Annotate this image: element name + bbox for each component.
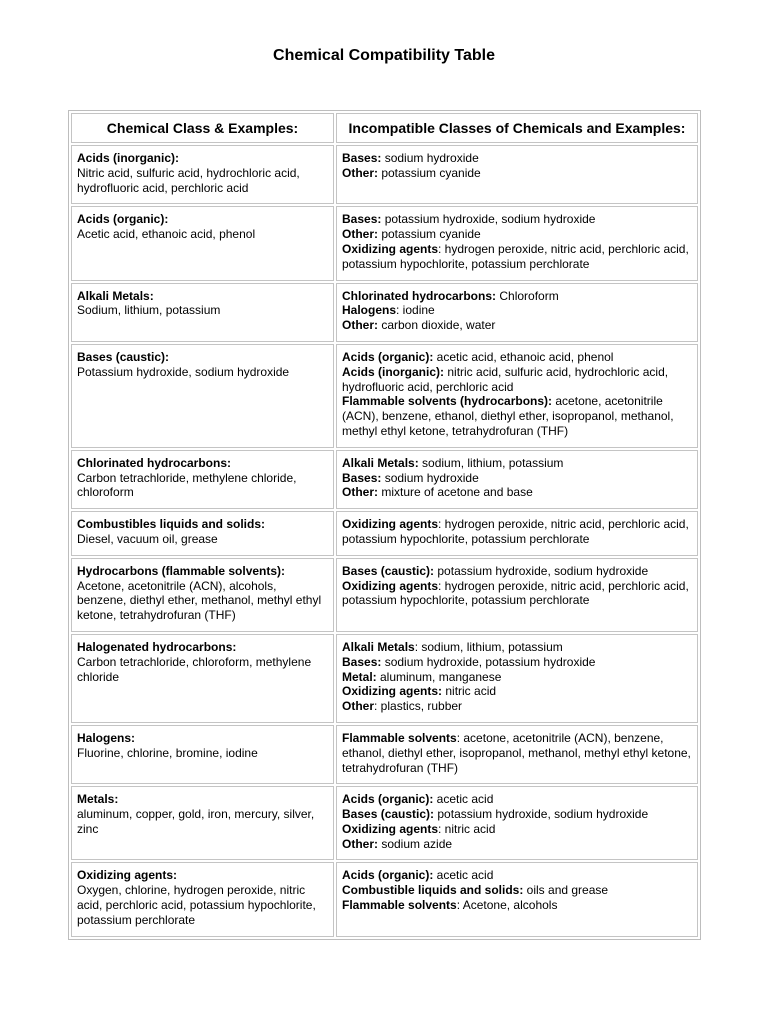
incompatible-label: Oxidizing agents xyxy=(342,241,439,256)
incompatible-text: : hydrogen peroxide, nitric acid, perchloric acid, potassium hypochlorite, potassium perchlorate xyxy=(342,241,689,271)
header-incompatible-classes: Incompatible Classes of Chemicals and Examples: xyxy=(336,113,698,143)
incompatible-label: Oxidizing agents xyxy=(342,517,439,532)
chemical-class-name: Alkali Metals: xyxy=(77,288,154,303)
chemical-class-examples: Sodium, lithium, potassium xyxy=(77,303,221,318)
incompatible-entry xyxy=(342,564,692,579)
incompatible-label: Bases: xyxy=(342,654,382,669)
incompatible-text: Chloroform xyxy=(496,288,559,303)
incompatible-label: Combustible liquids and solids: xyxy=(342,883,524,898)
incompatible-label: Acids (organic): xyxy=(342,792,434,807)
incompatible-entry xyxy=(342,303,692,318)
incompatible-entry xyxy=(342,471,692,486)
incompatible-cell xyxy=(336,511,698,556)
incompatible-text: potassium hydroxide, sodium hydroxide xyxy=(434,563,649,578)
incompatible-entry xyxy=(342,640,692,655)
incompatible-label: Other: xyxy=(342,318,378,333)
incompatible-cell xyxy=(336,558,698,632)
chemical-class-cell xyxy=(71,862,334,936)
incompatible-label: Acids (organic): xyxy=(342,349,434,364)
incompatible-text: potassium hydroxide, sodium hydroxide xyxy=(381,212,596,227)
incompatible-entry xyxy=(342,350,692,365)
incompatible-text: : plastics, rubber xyxy=(374,699,463,714)
chemical-class-cell xyxy=(71,145,334,204)
incompatible-label: Acids (organic): xyxy=(342,868,434,883)
table-row xyxy=(71,450,698,509)
header-chemical-class: Chemical Class & Examples: xyxy=(71,113,334,143)
incompatible-label: Bases: xyxy=(342,151,382,165)
chemical-class-cell xyxy=(71,634,334,723)
chemical-class-cell xyxy=(71,344,334,448)
incompatible-entry xyxy=(342,456,692,471)
incompatible-label: Chlorinated hydrocarbons: xyxy=(342,288,497,303)
incompatible-text: : hydrogen peroxide, nitric acid, perchloric acid, potassium hypochlorite, potassium perchlorate xyxy=(342,578,689,608)
chemical-class-cell xyxy=(71,786,334,860)
chemical-class-name: Chlorinated hydrocarbons: xyxy=(77,455,232,470)
incompatible-label: Bases (caustic): xyxy=(342,563,435,578)
chemical-class-name: Halogenated hydrocarbons: xyxy=(77,639,237,654)
chemical-class-examples: Carbon tetrachloride, methylene chloride, chloroform xyxy=(77,470,297,500)
incompatible-label: Flammable solvents xyxy=(342,898,457,913)
table-row xyxy=(71,725,698,784)
incompatible-label: Oxidizing agents xyxy=(342,821,439,836)
incompatible-label: Oxidizing agents: xyxy=(342,684,443,699)
incompatible-text: carbon dioxide, water xyxy=(378,318,496,333)
incompatible-cell xyxy=(336,206,698,280)
incompatible-entry xyxy=(342,655,692,670)
chemical-class-cell xyxy=(71,450,334,509)
incompatible-text: acetone, acetonitrile (ACN), benzene, ethanol, diethyl ether, isopropanol, methanol, methyl ethyl ketone, tetrahydrofuran (THF) xyxy=(342,394,674,438)
incompatible-entry xyxy=(342,898,692,913)
incompatible-text: : Acetone, alcohols xyxy=(456,898,558,913)
incompatible-entry xyxy=(342,579,692,609)
incompatible-entry xyxy=(342,166,692,181)
incompatible-entry xyxy=(342,517,692,547)
incompatible-label: Flammable solvents (hydrocarbons): xyxy=(342,394,553,409)
compatibility-table xyxy=(68,110,701,940)
table-row xyxy=(71,634,698,723)
chemical-class-examples: Diesel, vacuum oil, grease xyxy=(77,531,218,546)
incompatible-label: Other: xyxy=(342,165,378,180)
chemical-class-cell xyxy=(71,511,334,556)
incompatible-entry xyxy=(342,684,692,699)
incompatible-text: acetic acid, ethanoic acid, phenol xyxy=(433,349,614,364)
chemical-class-examples: Oxygen, chlorine, hydrogen peroxide, nitric acid, perchloric acid, potassium hypochlorite, potassium perchlorate xyxy=(77,883,316,927)
incompatible-entry xyxy=(342,731,692,775)
incompatible-entry xyxy=(342,212,692,227)
chemical-class-examples: Potassium hydroxide, sodium hydroxide xyxy=(77,364,290,379)
incompatible-cell xyxy=(336,450,698,509)
incompatible-entry xyxy=(342,670,692,685)
incompatible-entry xyxy=(342,868,692,883)
chemical-class-name: Bases (caustic): xyxy=(77,349,170,364)
incompatible-cell xyxy=(336,145,698,204)
incompatible-text: sodium hydroxide xyxy=(381,151,479,165)
incompatible-label: Metal: xyxy=(342,669,377,684)
chemical-class-name: Oxidizing agents: xyxy=(77,868,178,883)
chemical-class-cell xyxy=(71,725,334,784)
incompatible-text: oils and grease xyxy=(523,883,609,898)
incompatible-label: Alkali Metals xyxy=(342,639,415,654)
chemical-class-examples: Carbon tetrachloride, chloroform, methylene chloride xyxy=(77,654,312,684)
incompatible-text: nitric acid, sulfuric acid, hydrochloric acid, hydrofluoric acid, perchloric acid xyxy=(342,364,669,394)
chemical-class-examples: aluminum, copper, gold, iron, mercury, silver, zinc xyxy=(77,807,315,836)
incompatible-text: aluminum, manganese xyxy=(376,669,502,684)
incompatible-entry xyxy=(342,837,692,852)
incompatible-cell xyxy=(336,634,698,723)
incompatible-entry xyxy=(342,242,692,272)
incompatible-label: Alkali Metals: xyxy=(342,455,419,470)
table-header-row xyxy=(71,113,698,143)
chemical-class-name: Acids (organic): xyxy=(77,212,169,227)
incompatible-entry xyxy=(342,394,692,438)
chemical-class-cell xyxy=(71,206,334,280)
incompatible-text: nitric acid xyxy=(442,684,497,699)
table-row xyxy=(71,558,698,632)
incompatible-text: : sodium, lithium, potassium xyxy=(414,639,563,654)
table-row xyxy=(71,862,698,936)
incompatible-text: potassium cyanide xyxy=(378,165,481,180)
incompatible-text: sodium hydroxide xyxy=(381,470,479,485)
incompatible-cell xyxy=(336,283,698,342)
chemical-class-name: Acids (inorganic): xyxy=(77,151,180,165)
incompatible-entry xyxy=(342,822,692,837)
chemical-class-cell xyxy=(71,283,334,342)
incompatible-text: sodium azide xyxy=(378,836,453,851)
incompatible-text: potassium cyanide xyxy=(378,227,481,242)
incompatible-label: Other: xyxy=(342,485,378,500)
chemical-class-examples: Acetone, acetonitrile (ACN), alcohols, benzene, diethyl ether, methanol, methyl ethyl ketone, tetrahydrofuran (THF) xyxy=(77,578,322,623)
incompatible-text: mixture of acetone and base xyxy=(378,485,533,500)
chemical-class-examples: Fluorine, chlorine, bromine, iodine xyxy=(77,745,258,760)
table-row xyxy=(71,786,698,860)
incompatible-label: Other: xyxy=(342,227,378,242)
table-row xyxy=(71,145,698,204)
table-row xyxy=(71,511,698,556)
incompatible-text: acetic acid xyxy=(433,868,494,883)
chemical-class-name: Halogens: xyxy=(77,730,136,745)
incompatible-label: Halogens xyxy=(342,303,397,318)
incompatible-text: acetic acid xyxy=(433,792,494,807)
incompatible-cell xyxy=(336,725,698,784)
incompatible-label: Other xyxy=(342,699,375,714)
chemical-class-name: Combustibles liquids and solids: xyxy=(77,517,266,532)
chemical-class-name: Hydrocarbons (flammable solvents): xyxy=(77,563,286,578)
page-title: Chemical Compatibility Table xyxy=(273,47,495,64)
incompatible-label: Bases: xyxy=(342,212,382,227)
incompatible-text: : hydrogen peroxide, nitric acid, perchloric acid, potassium hypochlorite, potassium perchlorate xyxy=(342,517,689,546)
table-row xyxy=(71,344,698,448)
incompatible-text: sodium hydroxide, potassium hydroxide xyxy=(381,654,596,669)
incompatible-entry xyxy=(342,699,692,714)
incompatible-label: Bases (caustic): xyxy=(342,807,435,822)
incompatible-entry xyxy=(342,485,692,500)
incompatible-label: Bases: xyxy=(342,470,382,485)
incompatible-entry xyxy=(342,365,692,395)
incompatible-text: sodium, lithium, potassium xyxy=(418,455,564,470)
incompatible-entry xyxy=(342,289,692,304)
chemical-class-examples: Acetic acid, ethanoic acid, phenol xyxy=(77,227,256,242)
incompatible-text: : nitric acid xyxy=(438,821,496,836)
incompatible-cell xyxy=(336,344,698,448)
incompatible-entry xyxy=(342,792,692,807)
incompatible-entry xyxy=(342,807,692,822)
incompatible-entry xyxy=(342,227,692,242)
incompatible-label: Oxidizing agents xyxy=(342,578,439,593)
table-row xyxy=(71,206,698,280)
incompatible-entry xyxy=(342,883,692,898)
incompatible-label: Other: xyxy=(342,836,378,851)
chemical-class-cell xyxy=(71,558,334,632)
incompatible-text: potassium hydroxide, sodium hydroxide xyxy=(434,807,649,822)
chemical-class-examples: Nitric acid, sulfuric acid, hydrochloric acid, hydrofluoric acid, perchloric acid xyxy=(77,165,300,195)
incompatible-text: : iodine xyxy=(396,303,435,318)
incompatible-entry xyxy=(342,151,692,166)
incompatible-cell xyxy=(336,786,698,860)
incompatible-label: Acids (inorganic): xyxy=(342,364,445,379)
incompatible-text: : acetone, acetonitrile (ACN), benzene, ethanol, diethyl ether, isopropanol, methanol, methyl ethyl ketone, tetrahydrofuran (THF) xyxy=(342,730,691,775)
table-row xyxy=(71,283,698,342)
incompatible-label: Flammable solvents xyxy=(342,730,457,745)
incompatible-cell xyxy=(336,862,698,936)
chemical-class-name: Metals: xyxy=(77,792,119,807)
incompatible-entry xyxy=(342,318,692,333)
